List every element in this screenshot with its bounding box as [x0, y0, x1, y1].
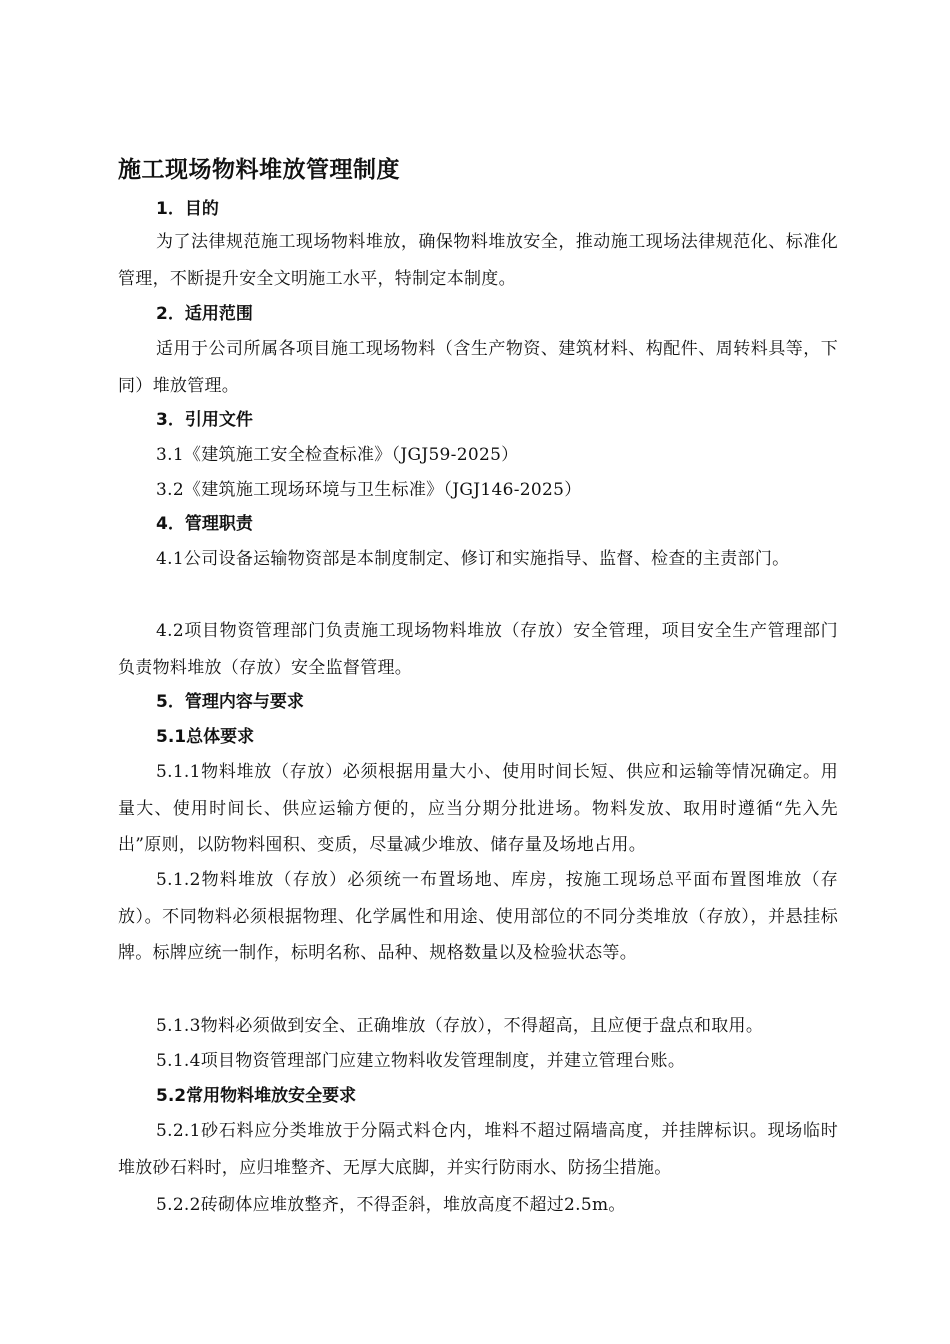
- reference-item-2: 3.2《建筑施工现场环境与卫生标准》（JGJ146-2025）: [156, 480, 582, 500]
- section-heading-responsibilities: 4．管理职责: [156, 514, 253, 534]
- paragraph-responsibility-4-2: 4.2项目物资管理部门负责施工现场物料堆放（存放）安全管理，项目安全生产管理部门负责物料堆放（存放）安全监督管理。: [118, 621, 838, 678]
- paragraph-5-1-2: 5.1.2物料堆放（存放）必须统一布置场地、库房，按施工现场总平面布置图堆放（存放）。不同物料必须根据物理、化学属性和用途、使用部位的不同分类堆放（存放），并悬挂标牌。标牌应统一制作，标明名称、品种、规格数量以及检验状态等。: [118, 870, 838, 963]
- reference-item-1: 3.1《建筑施工安全检查标准》（JGJ59-2025）: [156, 445, 519, 465]
- section-heading-scope: 2．适用范围: [156, 304, 253, 324]
- paragraph-5-2-2: 5.2.2砖砌体应堆放整齐，不得歪斜，堆放高度不超过2.5m。: [156, 1195, 626, 1215]
- paragraph-5-2-1: 5.2.1砂石料应分类堆放于分隔式料仓内，堆料不超过隔墙高度，并挂牌标识。现场临时堆放砂石料时，应归堆整齐、无厚大底脚，并实行防雨水、防扬尘措施。: [118, 1121, 838, 1178]
- subsection-heading-common-materials: 5.2常用物料堆放安全要求: [156, 1086, 357, 1106]
- paragraph-responsibility-4-1: 4.1公司设备运输物资部是本制度制定、修订和实施指导、监督、检查的主责部门。: [156, 549, 790, 569]
- section-heading-references: 3．引用文件: [156, 410, 253, 430]
- document-title: 施工现场物料堆放管理制度: [118, 157, 400, 183]
- paragraph-5-1-3: 5.1.3物料必须做到安全、正确堆放（存放），不得超高，且应便于盘点和取用。: [156, 1016, 764, 1036]
- paragraph-purpose: 为了法律规范施工现场物料堆放，确保物料堆放安全，推动施工现场法律规范化、标准化管理，不断提升安全文明施工水平，特制定本制度。: [118, 232, 838, 289]
- paragraph-5-1-1: 5.1.1物料堆放（存放）必须根据用量大小、使用时间长短、供应和运输等情况确定。用量大、使用时间长、供应运输方便的，应当分期分批进场。物料发放、取用时遵循“先入先出”原则，以防物料囤积、变质，尽量减少堆放、储存量及场地占用。: [118, 762, 838, 855]
- paragraph-5-1-4: 5.1.4项目物资管理部门应建立物料收发管理制度，并建立管理台账。: [156, 1051, 686, 1071]
- subsection-heading-general: 5.1总体要求: [156, 727, 255, 747]
- paragraph-scope: 适用于公司所属各项目施工现场物料（含生产物资、建筑材料、构配件、周转料具等，下同）堆放管理。: [118, 339, 838, 396]
- section-heading-content-requirements: 5．管理内容与要求: [156, 692, 304, 712]
- section-heading-purpose: 1．目的: [156, 199, 219, 219]
